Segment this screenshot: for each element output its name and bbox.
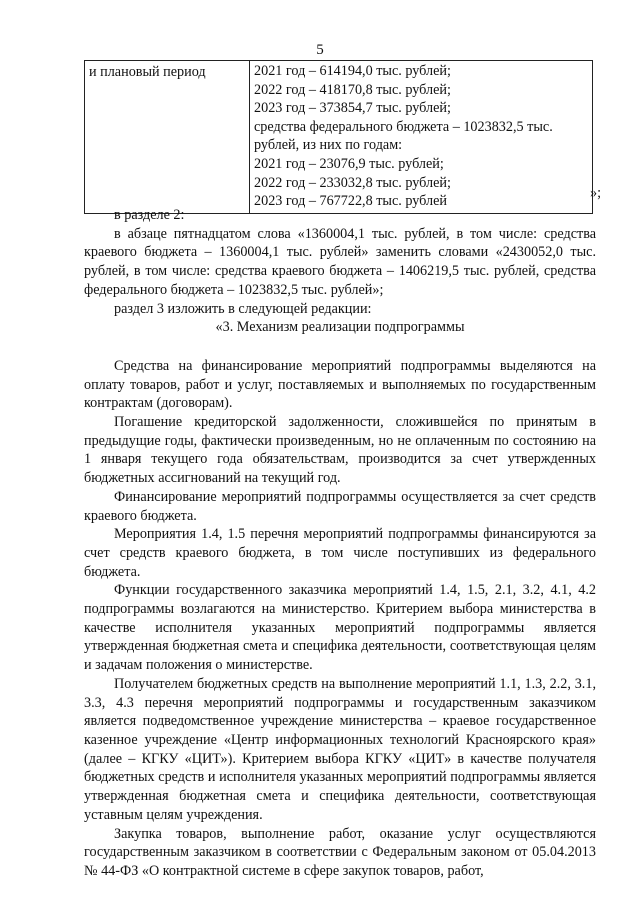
table-line: 2022 год – 233032,8 тыс. рублей; [254, 174, 451, 191]
table-line: средства федерального бюджета – 1023832,5 тыс. [254, 118, 553, 135]
paragraph: в абзаце пятнадцатом слова «1360004,1 тыс. рублей, в том числе: средства краевого бюджета – 1360004,1 тыс. рублей» заменить словами «2430052,0 тыс. рублей, в том числе: средства краевого бюджета – 1406219,5 тыс. рублей, средства федерального бюджета – 1023832,5 тыс. рублей»; [84, 225, 596, 298]
paragraph: Закупка товаров, выполнение работ, оказание услуг осуществляются государственным заказчиком в соответствии с Федеральным законом от 05.04.2013 № 44-ФЗ «О контрактной системе в сфере закупок товаров, работ, [84, 825, 596, 879]
spacer [84, 337, 596, 357]
table-values-cell [250, 61, 593, 214]
paragraph: Погашение кредиторской задолженности, сложившейся по принятым в предыдущие годы, фактически произведенным, но не оплаченным по состоянию на 1 января текущего года обязательствам, производится за счет утвержденных бюджетных ассигнований на текущий год. [84, 414, 596, 487]
closing-quote: »; [590, 185, 602, 201]
paragraph: в разделе 2: [114, 207, 185, 223]
paragraph: Получателем бюджетных средств на выполнение мероприятий 1.1, 1.3, 2.2, 3.1, 3.3, 4.3 перечня мероприятий подпрограммы и государственным заказчиком является подведомственное учреждение министерства – краевое государственное казенное учреждение «Центр информационных технологий Красноярского края» (далее – КГКУ «ЦИТ»). Критерием выбора КГКУ «ЦИТ» в качестве получателя бюджетных средств и исполнителя указанных мероприятий подпрограммы является утвержденная бюджетная смета и специфика деятельности, соответствующая уставным целям учреждения. [84, 675, 596, 823]
table-line: 2023 год – 767722,8 тыс. рублей [254, 193, 447, 210]
table-line: рублей, из них по годам: [254, 137, 403, 154]
paragraph: Функции государственного заказчика мероприятий 1.4, 1.5, 2.1, 3.2, 4.1, 4.2 подпрограммы возлагаются на министерство. Критерием выбора министерства в качестве исполнителя указанных мероприятий подпрограммы является утвержденная бюджетная смета и специфика деятельности, соответствующая целям и задачам положения о министерстве. [84, 582, 596, 674]
table-row [85, 61, 593, 214]
paragraph: Средства на финансирование мероприятий подпрограммы выделяются на оплату товаров, работ и услуг, поставляемых и выполняемых по государственным контрактам (договорам). [84, 357, 596, 412]
page-number: 5 [316, 42, 324, 58]
paragraph: Финансирование мероприятий подпрограммы осуществляется за счет средств краевого бюджета. [84, 488, 596, 524]
table-label: и плановый период [89, 64, 206, 80]
paragraph: Мероприятия 1.4, 1.5 перечня мероприятий подпрограммы финансируются за счет средств краевого бюджета, в том числе поступивших из федерального бюджета. [84, 526, 596, 580]
table-label-cell [85, 61, 250, 214]
table-line: 2021 год – 614194,0 тыс. рублей; [254, 63, 451, 79]
table-line: 2022 год – 418170,8 тыс. рублей; [254, 81, 451, 98]
financing-table [84, 60, 593, 214]
paragraph: раздел 3 изложить в следующей редакции: [114, 300, 372, 317]
table-line: 2021 год – 23076,9 тыс. рублей; [254, 155, 444, 172]
document-body [84, 206, 596, 881]
table-line: 2023 год – 373854,7 тыс. рублей; [254, 100, 451, 117]
section-heading: «3. Механизм реализации подпрограммы [215, 319, 465, 336]
